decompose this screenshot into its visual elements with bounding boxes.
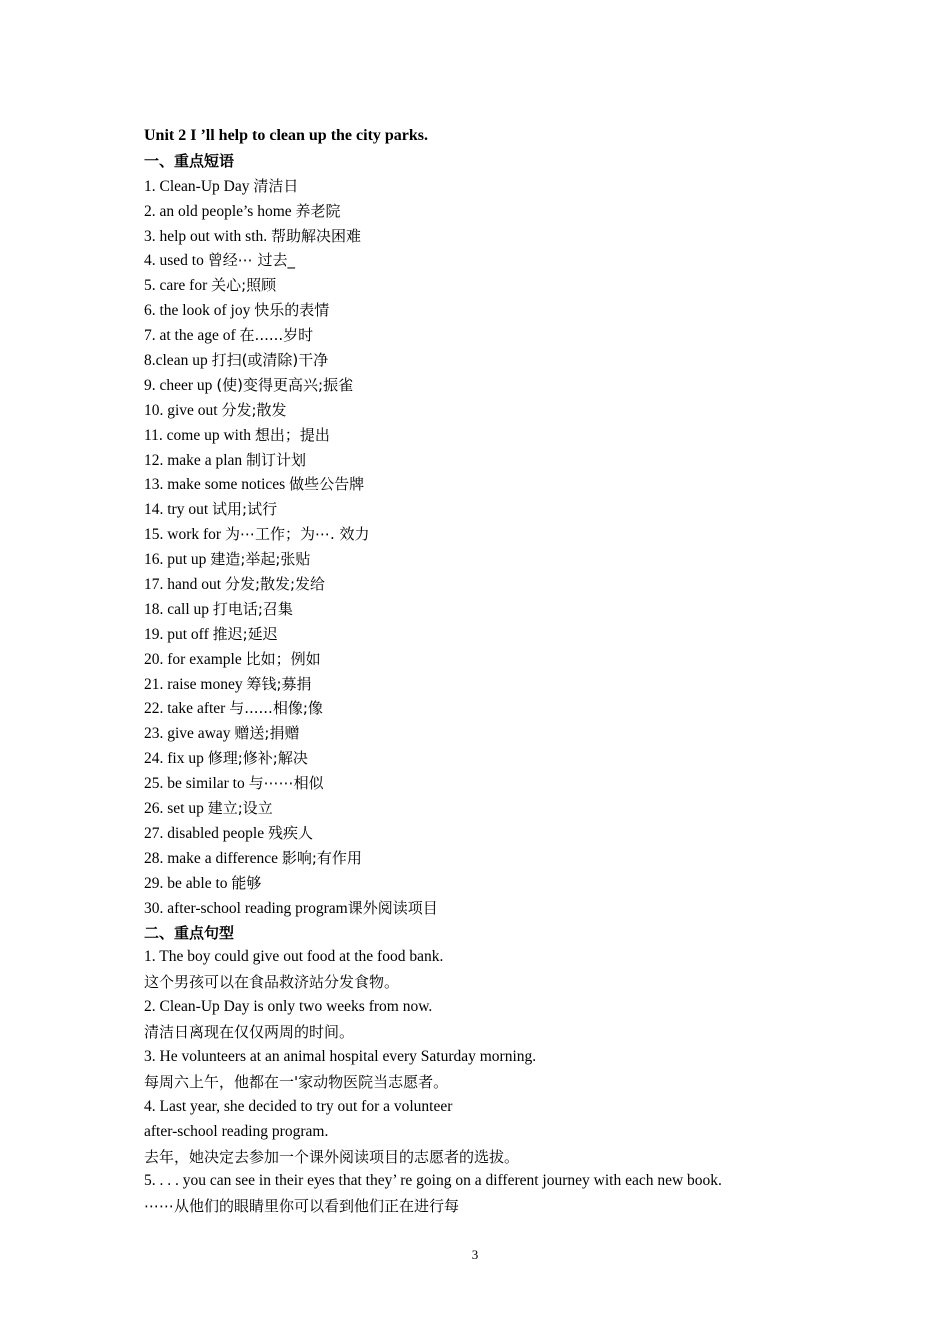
phrase-item (144, 273, 844, 298)
phrase-english: 7. at the age of (144, 327, 240, 345)
phrase-item (144, 373, 844, 398)
phrase-english: 24. fix up (144, 750, 208, 768)
phrase-chinese: 赠送;捐赠 (234, 724, 300, 743)
phrase-item (144, 248, 844, 273)
phrase-chinese: 帮助解决困难 (271, 226, 362, 245)
sentence-translation: 这个男孩可以在食品救济站分发食物。 (144, 973, 400, 992)
phrase-english: 14. try out (144, 501, 213, 519)
phrase-item (144, 696, 844, 721)
phrase-english: 4. used to (144, 252, 208, 270)
phrase-english: 21. raise money (144, 675, 247, 693)
sentence-english: 5. . . . you can see in their eyes that they’ re going on a different journey with each new book. (144, 1172, 722, 1190)
phrase-chinese: 分发;散发;发给 (224, 575, 326, 594)
phrase-item (144, 199, 844, 224)
phrase-item (144, 522, 844, 547)
phrase-chinese: 比如；例如 (245, 649, 321, 668)
phrase-chinese: 快乐的表情 (254, 301, 330, 320)
phrase-chinese: 建立;设立 (207, 799, 273, 818)
phrase-english: 30. after-school reading program (144, 899, 348, 917)
phrase-english: 10. give out (144, 401, 222, 419)
phrase-english: 2. an old people’s home (144, 202, 296, 220)
phrase-chinese: 关心;照顾 (211, 276, 277, 295)
phrase-english: 29. be able to (144, 874, 232, 892)
phrase-english: 26. set up (144, 800, 208, 818)
phrase-english: 28. make a difference (144, 849, 282, 867)
phrase-item (144, 398, 844, 423)
sentence-english: 4. Last year, she decided to try out for a volunteer (144, 1097, 453, 1115)
section-heading-phrases: 一、重点短语 (144, 151, 235, 170)
sentence-translation: ⋯⋯从他们的眼睛里你可以看到他们正在进行每 (144, 1197, 460, 1216)
phrase-chinese: 影响;有作用 (281, 848, 362, 867)
document-content (144, 124, 844, 1219)
phrase-chinese: 养老院 (295, 201, 341, 220)
phrase-item (144, 721, 844, 746)
phrase-chinese: 建造;举起;张贴 (210, 550, 311, 569)
phrase-chinese: 与⋯⋯相似 (248, 774, 324, 793)
phrase-chinese: 打电话;召集 (212, 599, 293, 618)
phrase-item (144, 647, 844, 672)
phrase-english: 3. help out with sth. (144, 227, 272, 245)
phrase-english: 12. make a plan (144, 451, 247, 469)
phrase-item (144, 348, 844, 373)
phrase-english: 25. be similar to (144, 775, 249, 793)
phrase-chinese: 曾经⋯ 过去_ (207, 251, 295, 270)
phrase-chinese: 与......相像;像 (229, 699, 323, 718)
sentence-translation: 每周六上午，他都在一'家动物医院当志愿者。 (144, 1072, 449, 1091)
phrase-english: 22. take after (144, 700, 230, 718)
phrase-chinese: 清洁日 (253, 176, 299, 195)
phrase-english: 15. work for (144, 526, 225, 544)
sentence-english: 3. He volunteers at an animal hospital every Saturday morning. (144, 1047, 537, 1065)
document-title: Unit 2 I ’ll help to clean up the city parks. (144, 127, 429, 144)
page-number: 3 (471, 1247, 479, 1262)
phrase-chinese: 打扫(或清除)干净 (211, 351, 329, 370)
phrase-list (144, 174, 844, 921)
phrase-chinese: 推迟;延迟 (212, 624, 278, 643)
phrase-chinese: 试用;试行 (212, 500, 278, 519)
phrase-english: 11. come up with (144, 426, 255, 444)
phrase-english: 17. hand out (144, 576, 225, 594)
phrase-item (144, 871, 844, 896)
phrase-item (144, 896, 844, 921)
phrase-english: 13. make some notices (144, 476, 290, 494)
phrase-item (144, 746, 844, 771)
phrase-chinese: 制订计划 (246, 450, 307, 469)
phrase-item (144, 323, 844, 348)
sentence-translation: 去年，她决定去参加一个课外阅读项目的志愿者的选拔。 (144, 1147, 520, 1166)
phrase-english: 5. care for (144, 277, 212, 295)
sentence-english: after-school reading program. (144, 1122, 329, 1140)
phrase-english: 1. Clean-Up Day (144, 177, 254, 195)
phrase-chinese: 修理;修补;解决 (207, 749, 308, 768)
phrase-item (144, 174, 844, 199)
phrase-item (144, 472, 844, 497)
phrase-english: 18. call up (144, 600, 213, 618)
phrase-item (144, 224, 844, 249)
phrase-chinese: 在......岁时 (239, 326, 314, 345)
phrase-item (144, 497, 844, 522)
phrase-chinese: 残疾人 (267, 823, 313, 842)
sentence-translation: 清洁日离现在仅仅两周的时间。 (144, 1023, 355, 1042)
phrase-english: 27. disabled people (144, 824, 268, 842)
section-heading-sentences: 二、重点句型 (144, 923, 235, 942)
phrase-item (144, 796, 844, 821)
phrase-chinese: 做些公告牌 (289, 475, 365, 494)
phrase-chinese: 想出；提出 (254, 425, 330, 444)
phrase-item (144, 448, 844, 473)
phrase-chinese: 能够 (231, 873, 262, 892)
phrase-english: 6. the look of joy (144, 302, 255, 320)
sentence-english: 2. Clean-Up Day is only two weeks from now. (144, 998, 433, 1016)
phrase-item (144, 597, 844, 622)
phrase-item (144, 672, 844, 697)
phrase-english: 19. put off (144, 625, 213, 643)
phrase-english: 8.clean up (144, 352, 212, 370)
phrase-english: 20. for example (144, 650, 246, 668)
phrase-item (144, 771, 844, 796)
phrase-chinese: 课外阅读项目 (347, 898, 438, 917)
phrase-item (144, 622, 844, 647)
phrase-chinese: 分发;散发 (221, 400, 287, 419)
phrase-item (144, 572, 844, 597)
phrase-item (144, 423, 844, 448)
phrase-english: 16. put up (144, 551, 211, 569)
phrase-item (144, 846, 844, 871)
phrase-chinese: 为⋯工作；为⋯. 效力 (224, 525, 370, 544)
sentence-list (144, 945, 844, 1219)
sentence-english: 1. The boy could give out food at the food bank. (144, 948, 444, 966)
phrase-item (144, 821, 844, 846)
phrase-english: 23. give away (144, 725, 235, 743)
phrase-item (144, 547, 844, 572)
phrase-chinese: 筹钱;募捐 (246, 674, 312, 693)
phrase-english: 9. cheer up (144, 376, 217, 394)
phrase-item (144, 298, 844, 323)
phrase-chinese: (使)变得更高兴;振雀 (216, 375, 354, 394)
